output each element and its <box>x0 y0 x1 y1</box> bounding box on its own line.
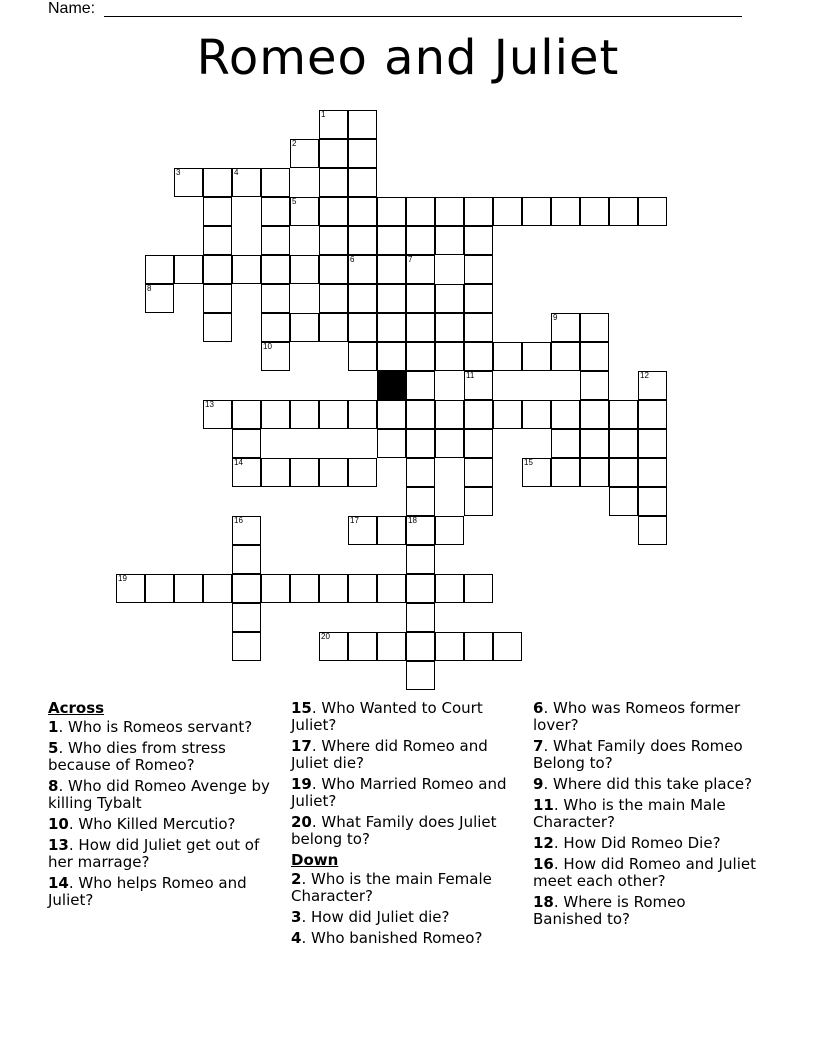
answer-cell[interactable] <box>232 255 261 284</box>
clue-number: 2 <box>292 139 297 148</box>
clue-text: What Family does Romeo Belong to? <box>533 737 743 772</box>
answer-cell[interactable] <box>348 574 377 603</box>
answer-cell[interactable] <box>319 110 348 139</box>
answer-cell[interactable] <box>406 371 435 400</box>
clue-text: Who is the main Female Character? <box>291 870 492 905</box>
clue: 19. Who Married Romeo and Juliet? <box>291 775 507 810</box>
answer-cell[interactable] <box>232 458 261 487</box>
answer-cell[interactable] <box>261 574 290 603</box>
answer-cell[interactable] <box>261 197 290 226</box>
black-cell <box>377 371 406 400</box>
down-clue-list <box>291 871 516 947</box>
answer-cell[interactable] <box>348 197 377 226</box>
clue-text: How did Juliet get out of her marrage? <box>48 836 260 871</box>
clue-number: 16 <box>533 855 554 873</box>
answer-cell[interactable] <box>406 255 435 284</box>
clue: 18. Where is Romeo Banished to? <box>533 893 686 928</box>
answer-cell[interactable] <box>464 226 493 255</box>
clue: 17. Where did Romeo and Juliet die? <box>291 737 488 772</box>
answer-cell[interactable] <box>261 342 290 371</box>
answer-cell[interactable] <box>551 400 580 429</box>
clue: 14. Who helps Romeo and Juliet? <box>48 874 247 909</box>
clue-number: 4 <box>291 929 302 947</box>
clue-number: 2 <box>291 870 302 888</box>
answer-cell[interactable] <box>638 458 667 487</box>
answer-cell[interactable] <box>319 458 348 487</box>
answer-cell[interactable] <box>522 458 551 487</box>
clue-number: 14 <box>234 458 243 467</box>
clue: 10. Who Killed Mercutio? <box>48 815 236 833</box>
clue-number: 8 <box>147 284 152 293</box>
answer-cell[interactable] <box>261 458 290 487</box>
answer-cell[interactable] <box>203 284 232 313</box>
answer-cell[interactable] <box>261 255 290 284</box>
clue-number: 14 <box>48 874 69 892</box>
clue-number: 8 <box>48 777 59 795</box>
clue-number: 7 <box>408 255 413 264</box>
clue-text: Who Wanted to Court Juliet? <box>291 699 483 734</box>
answer-cell[interactable] <box>464 400 493 429</box>
answer-cell[interactable] <box>290 139 319 168</box>
clue: 9. Where did this take place? <box>533 775 753 793</box>
answer-cell[interactable] <box>348 139 377 168</box>
clue-text: Who was Romeos former lover? <box>533 699 741 734</box>
clue: 6. Who was Romeos former lover? <box>533 699 741 734</box>
clue-text: Who banished Romeo? <box>310 929 483 947</box>
clue: 20. What Family does Juliet belong to? <box>291 813 497 848</box>
clue-text: How Did Romeo Die? <box>563 834 721 852</box>
answer-cell[interactable] <box>551 458 580 487</box>
clue-text: Who Killed Mercutio? <box>78 815 236 833</box>
answer-cell[interactable] <box>464 255 493 284</box>
answer-cell[interactable] <box>435 429 464 458</box>
answer-cell[interactable] <box>464 342 493 371</box>
answer-cell[interactable] <box>406 429 435 458</box>
clue: 2. Who is the main Female Character? <box>291 870 492 905</box>
clue-text: What Family does Juliet belong to? <box>291 813 497 848</box>
clue: 5. Who dies from stress because of Romeo? <box>48 739 226 774</box>
clue: 13. How did Juliet get out of her marrage? <box>48 836 260 871</box>
answer-cell[interactable] <box>261 226 290 255</box>
answer-cell[interactable] <box>145 574 174 603</box>
answer-cell[interactable] <box>609 458 638 487</box>
answer-cell[interactable] <box>319 168 348 197</box>
answer-cell[interactable] <box>348 110 377 139</box>
answer-cell[interactable] <box>203 255 232 284</box>
clue-text: How did Juliet die? <box>310 908 450 926</box>
answer-cell[interactable] <box>174 255 203 284</box>
answer-cell[interactable] <box>145 284 174 313</box>
answer-cell[interactable] <box>348 255 377 284</box>
clue-number: 18 <box>408 516 417 525</box>
answer-cell[interactable] <box>435 197 464 226</box>
clue: 16. How did Romeo and Juliet meet each other? <box>533 855 756 890</box>
answer-cell[interactable] <box>232 429 261 458</box>
answer-cell[interactable] <box>609 487 638 516</box>
answer-cell[interactable] <box>319 284 348 313</box>
answer-cell[interactable] <box>464 429 493 458</box>
clues-column-2 <box>291 700 516 951</box>
clue-number: 13 <box>48 836 69 854</box>
answer-cell[interactable] <box>203 574 232 603</box>
clue-text: Who did Romeo Avenge by killing Tybalt <box>48 777 270 812</box>
answer-cell[interactable] <box>406 197 435 226</box>
answer-cell[interactable] <box>348 342 377 371</box>
answer-cell[interactable] <box>319 400 348 429</box>
clue: 12. How Did Romeo Die? <box>533 834 721 852</box>
answer-cell[interactable] <box>319 632 348 661</box>
answer-cell[interactable] <box>348 313 377 342</box>
clue-number: 6 <box>533 699 544 717</box>
answer-cell[interactable] <box>319 197 348 226</box>
answer-cell[interactable] <box>493 342 522 371</box>
clue-number: 12 <box>640 371 649 380</box>
answer-cell[interactable] <box>348 516 377 545</box>
answer-cell[interactable] <box>406 574 435 603</box>
answer-cell[interactable] <box>435 400 464 429</box>
answer-cell[interactable] <box>435 632 464 661</box>
answer-cell[interactable] <box>319 139 348 168</box>
clue-text: How did Romeo and Juliet meet each other? <box>533 855 756 890</box>
clue-number: 3 <box>291 908 302 926</box>
clue-text: Where did this take place? <box>552 775 753 793</box>
answer-cell[interactable] <box>406 545 435 574</box>
clue: 1. Who is Romeos servant? <box>48 718 253 736</box>
answer-cell[interactable] <box>116 574 145 603</box>
answer-cell[interactable] <box>290 197 319 226</box>
answer-cell[interactable] <box>435 284 464 313</box>
clue-text: Who helps Romeo and Juliet? <box>48 874 247 909</box>
answer-cell[interactable] <box>203 197 232 226</box>
answer-cell[interactable] <box>232 545 261 574</box>
answer-cell[interactable] <box>348 400 377 429</box>
across-clue-list <box>48 719 273 909</box>
answer-cell[interactable] <box>319 313 348 342</box>
clue-number: 5 <box>292 197 297 206</box>
answer-cell[interactable] <box>377 632 406 661</box>
answer-cell[interactable] <box>203 168 232 197</box>
answer-cell[interactable] <box>522 342 551 371</box>
answer-cell[interactable] <box>290 255 319 284</box>
clue-number: 7 <box>533 737 544 755</box>
clue-number: 10 <box>263 342 272 351</box>
answer-cell[interactable] <box>551 313 580 342</box>
answer-cell[interactable] <box>580 342 609 371</box>
answer-cell[interactable] <box>377 313 406 342</box>
clue-number: 17 <box>350 516 359 525</box>
answer-cell[interactable] <box>232 516 261 545</box>
clue-number: 4 <box>234 168 239 177</box>
answer-cell[interactable] <box>174 574 203 603</box>
clue-number: 9 <box>553 313 558 322</box>
answer-cell[interactable] <box>580 458 609 487</box>
answer-cell[interactable] <box>348 458 377 487</box>
clue-number: 15 <box>524 458 533 467</box>
answer-cell[interactable] <box>493 632 522 661</box>
answer-cell[interactable] <box>406 632 435 661</box>
answer-cell[interactable] <box>319 255 348 284</box>
answer-cell[interactable] <box>638 400 667 429</box>
answer-cell[interactable] <box>290 574 319 603</box>
clue-number: 1 <box>321 110 326 119</box>
clue-number: 16 <box>234 516 243 525</box>
answer-cell[interactable] <box>580 197 609 226</box>
clue-number: 17 <box>291 737 312 755</box>
answer-cell[interactable] <box>377 197 406 226</box>
clue-number: 19 <box>291 775 312 793</box>
clues-column-3 <box>533 700 758 932</box>
answer-cell[interactable] <box>464 487 493 516</box>
answer-cell[interactable] <box>609 400 638 429</box>
clue: 11. Who is the main Male Character? <box>533 796 726 831</box>
down-clue-list-continued <box>533 700 758 928</box>
answer-cell[interactable] <box>232 603 261 632</box>
clue-text: Who Married Romeo and Juliet? <box>291 775 507 810</box>
answer-cell[interactable] <box>232 632 261 661</box>
answer-cell[interactable] <box>464 284 493 313</box>
answer-cell[interactable] <box>348 632 377 661</box>
answer-cell[interactable] <box>464 574 493 603</box>
clue-text: Where did Romeo and Juliet die? <box>291 737 488 772</box>
clue-number: 11 <box>533 796 554 814</box>
clue-number: 9 <box>533 775 544 793</box>
answer-cell[interactable] <box>406 487 435 516</box>
answer-cell[interactable] <box>406 226 435 255</box>
answer-cell[interactable] <box>377 284 406 313</box>
answer-cell[interactable] <box>522 400 551 429</box>
answer-cell[interactable] <box>493 197 522 226</box>
clues-column-1 <box>48 700 273 913</box>
clue-text: Who dies from stress because of Romeo? <box>48 739 226 774</box>
answer-cell[interactable] <box>638 516 667 545</box>
answer-cell[interactable] <box>261 284 290 313</box>
answer-cell[interactable] <box>464 197 493 226</box>
answer-cell[interactable] <box>261 400 290 429</box>
answer-cell[interactable] <box>290 458 319 487</box>
answer-cell[interactable] <box>203 313 232 342</box>
answer-cell[interactable] <box>551 342 580 371</box>
clue-number: 12 <box>533 834 554 852</box>
answer-cell[interactable] <box>348 284 377 313</box>
clue-number: 19 <box>118 574 127 583</box>
answer-cell[interactable] <box>406 661 435 690</box>
answer-cell[interactable] <box>145 255 174 284</box>
answer-cell[interactable] <box>493 400 522 429</box>
answer-cell[interactable] <box>232 574 261 603</box>
answer-cell[interactable] <box>580 400 609 429</box>
answer-cell[interactable] <box>377 255 406 284</box>
answer-cell[interactable] <box>232 168 261 197</box>
answer-cell[interactable] <box>464 458 493 487</box>
clue-number: 5 <box>48 739 59 757</box>
page-title: Romeo and Juliet <box>196 30 620 86</box>
clue: 8. Who did Romeo Avenge by killing Tybalt <box>48 777 270 812</box>
answer-cell[interactable] <box>319 226 348 255</box>
answer-cell[interactable] <box>261 313 290 342</box>
answer-cell[interactable] <box>435 516 464 545</box>
clue-text: Who is the main Male Character? <box>533 796 726 831</box>
answer-cell[interactable] <box>319 574 348 603</box>
answer-cell[interactable] <box>609 429 638 458</box>
answer-cell[interactable] <box>232 400 261 429</box>
answer-cell[interactable] <box>551 197 580 226</box>
name-label: Name: <box>48 0 96 17</box>
answer-cell[interactable] <box>580 313 609 342</box>
clue: 4. Who banished Romeo? <box>291 929 483 947</box>
clue: 15. Who Wanted to Court Juliet? <box>291 699 483 734</box>
answer-cell[interactable] <box>377 226 406 255</box>
answer-cell[interactable] <box>609 197 638 226</box>
answer-cell[interactable] <box>522 197 551 226</box>
answer-cell[interactable] <box>290 313 319 342</box>
clue-text: Where is Romeo Banished to? <box>533 893 686 928</box>
answer-cell[interactable] <box>464 313 493 342</box>
answer-cell[interactable] <box>406 400 435 429</box>
answer-cell[interactable] <box>464 371 493 400</box>
answer-cell[interactable] <box>348 226 377 255</box>
answer-cell[interactable] <box>203 400 232 429</box>
clue-number: 13 <box>205 400 214 409</box>
across-clue-list-continued <box>291 700 516 848</box>
answer-cell[interactable] <box>377 516 406 545</box>
answer-cell[interactable] <box>348 168 377 197</box>
answer-cell[interactable] <box>638 371 667 400</box>
answer-cell[interactable] <box>638 429 667 458</box>
clue-number: 15 <box>291 699 312 717</box>
clue-number: 10 <box>48 815 69 833</box>
clue-text: Who is Romeos servant? <box>67 718 253 736</box>
answer-cell[interactable] <box>406 342 435 371</box>
answer-cell[interactable] <box>580 429 609 458</box>
answer-cell[interactable] <box>638 197 667 226</box>
across-header: Across <box>48 699 105 717</box>
answer-cell[interactable] <box>580 371 609 400</box>
clue-number: 1 <box>48 718 59 736</box>
answer-cell[interactable] <box>435 574 464 603</box>
answer-cell[interactable] <box>435 226 464 255</box>
clue: 3. How did Juliet die? <box>291 908 450 926</box>
clue-number: 3 <box>176 168 181 177</box>
clue-number: 11 <box>466 371 475 380</box>
clue: 7. What Family does Romeo Belong to? <box>533 737 743 772</box>
answer-cell[interactable] <box>377 342 406 371</box>
clue-number: 6 <box>350 255 355 264</box>
answer-cell[interactable] <box>406 603 435 632</box>
answer-cell[interactable] <box>551 429 580 458</box>
answer-cell[interactable] <box>435 313 464 342</box>
clue-number: 20 <box>291 813 312 831</box>
answer-cell[interactable] <box>203 226 232 255</box>
answer-cell[interactable] <box>406 516 435 545</box>
answer-cell[interactable] <box>638 487 667 516</box>
answer-cell[interactable] <box>406 313 435 342</box>
answer-cell[interactable] <box>406 458 435 487</box>
clue-number: 18 <box>533 893 554 911</box>
answer-cell[interactable] <box>377 574 406 603</box>
answer-cell[interactable] <box>174 168 203 197</box>
answer-cell[interactable] <box>377 429 406 458</box>
answer-cell[interactable] <box>464 632 493 661</box>
answer-cell[interactable] <box>377 400 406 429</box>
answer-cell[interactable] <box>406 284 435 313</box>
down-header: Down <box>291 851 339 869</box>
answer-cell[interactable] <box>290 400 319 429</box>
clue-number: 20 <box>321 632 330 641</box>
answer-cell[interactable] <box>435 342 464 371</box>
answer-cell[interactable] <box>261 168 290 197</box>
